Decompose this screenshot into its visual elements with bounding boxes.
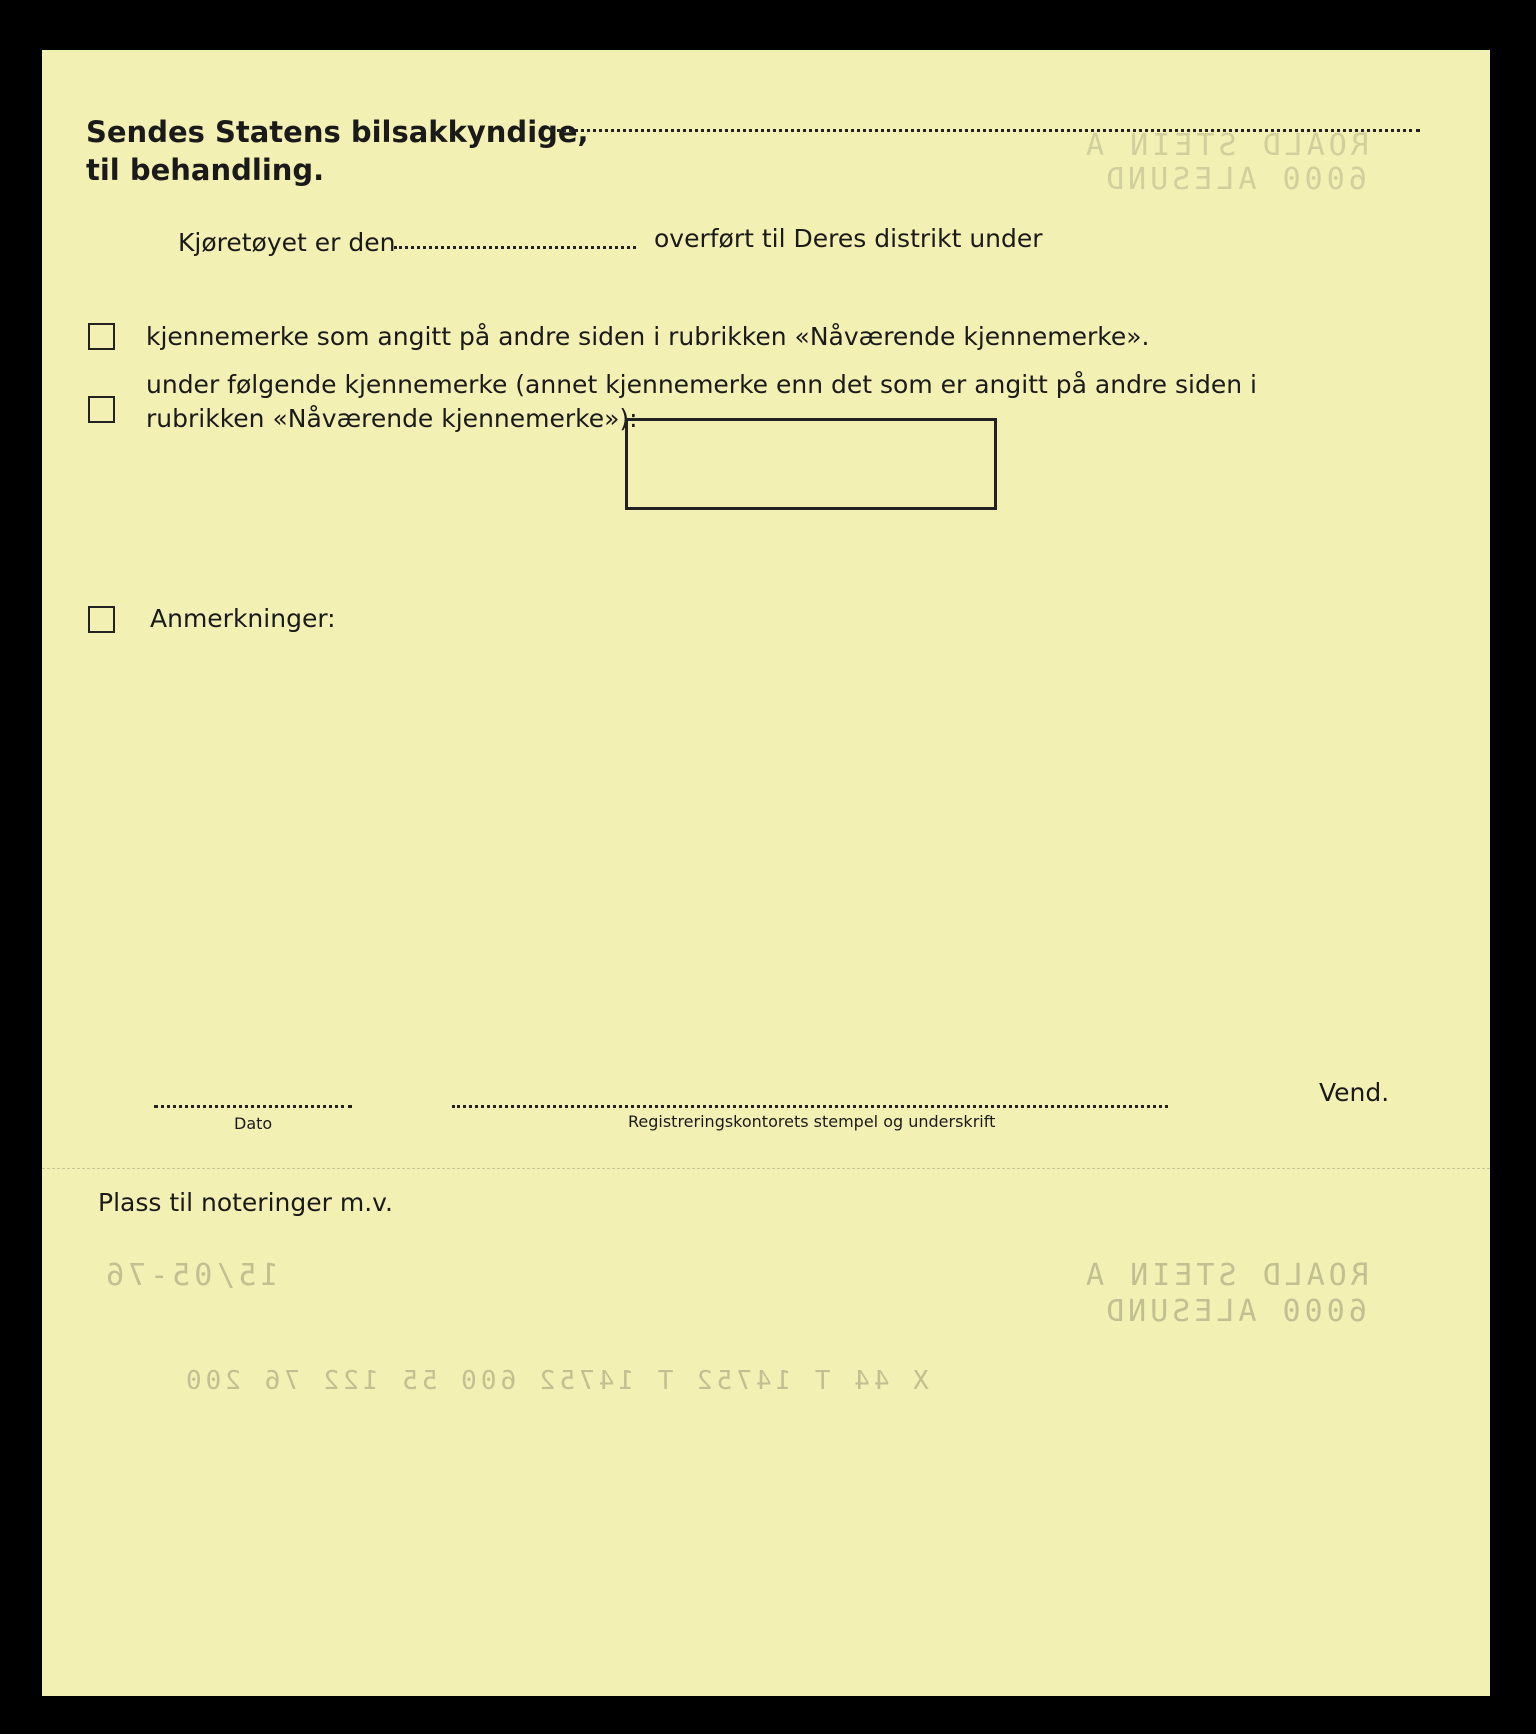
- date-field[interactable]: [154, 1105, 352, 1108]
- option-same-plate-label: kjennemerke som angitt på andre siden i rubrikken «Nåværende kjennemerke».: [146, 322, 1150, 351]
- checkbox-same-plate[interactable]: [88, 323, 115, 350]
- new-plate-field[interactable]: [625, 418, 997, 510]
- transfer-suffix: overført til Deres distrikt under: [654, 224, 1043, 253]
- header-line-2: til behandling.: [86, 153, 325, 187]
- transfer-prefix: Kjøretøyet er den: [178, 228, 396, 257]
- transfer-date-field[interactable]: [394, 246, 636, 249]
- header-dotted-line: [550, 129, 1420, 132]
- notes-label: Plass til noteringer m.v.: [98, 1188, 393, 1217]
- option-other-plate-label-1: under følgende kjennemerke (annet kjennemerke enn det som er angitt på andre siden i: [146, 370, 1257, 399]
- vend-label: Vend.: [1319, 1078, 1390, 1107]
- date-label: Dato: [234, 1114, 273, 1133]
- bleed-through-lower-row: X 44 T 14752 T 14752 600 55 122 76 200: [182, 1366, 929, 1396]
- remarks-label: Anmerkninger:: [150, 604, 336, 633]
- bleed-through-lower-name: ROALD STEIN A: [1082, 1258, 1369, 1293]
- option-other-plate-label-2: rubrikken «Nåværende kjennemerke»):: [146, 404, 638, 433]
- bleed-through-upper-name: ROALD STEIN A: [1082, 128, 1369, 163]
- bleed-through-lower-city: 6000 ALESUND: [1102, 1294, 1367, 1329]
- stamp-signature-label: Registreringskontorets stempel og underskrift: [628, 1112, 996, 1131]
- bleed-through-upper-city: 6000 ALESUND: [1102, 162, 1367, 197]
- stamp-signature-field[interactable]: [452, 1105, 1168, 1108]
- bleed-through-lower-date: 15/05-76: [102, 1258, 279, 1293]
- checkbox-remarks[interactable]: [88, 606, 115, 633]
- checkbox-other-plate[interactable]: [88, 396, 115, 423]
- header-line-1: Sendes Statens bilsakkyndige,: [86, 115, 589, 149]
- fold-line: [42, 1168, 1490, 1169]
- form-page: [42, 50, 1490, 1696]
